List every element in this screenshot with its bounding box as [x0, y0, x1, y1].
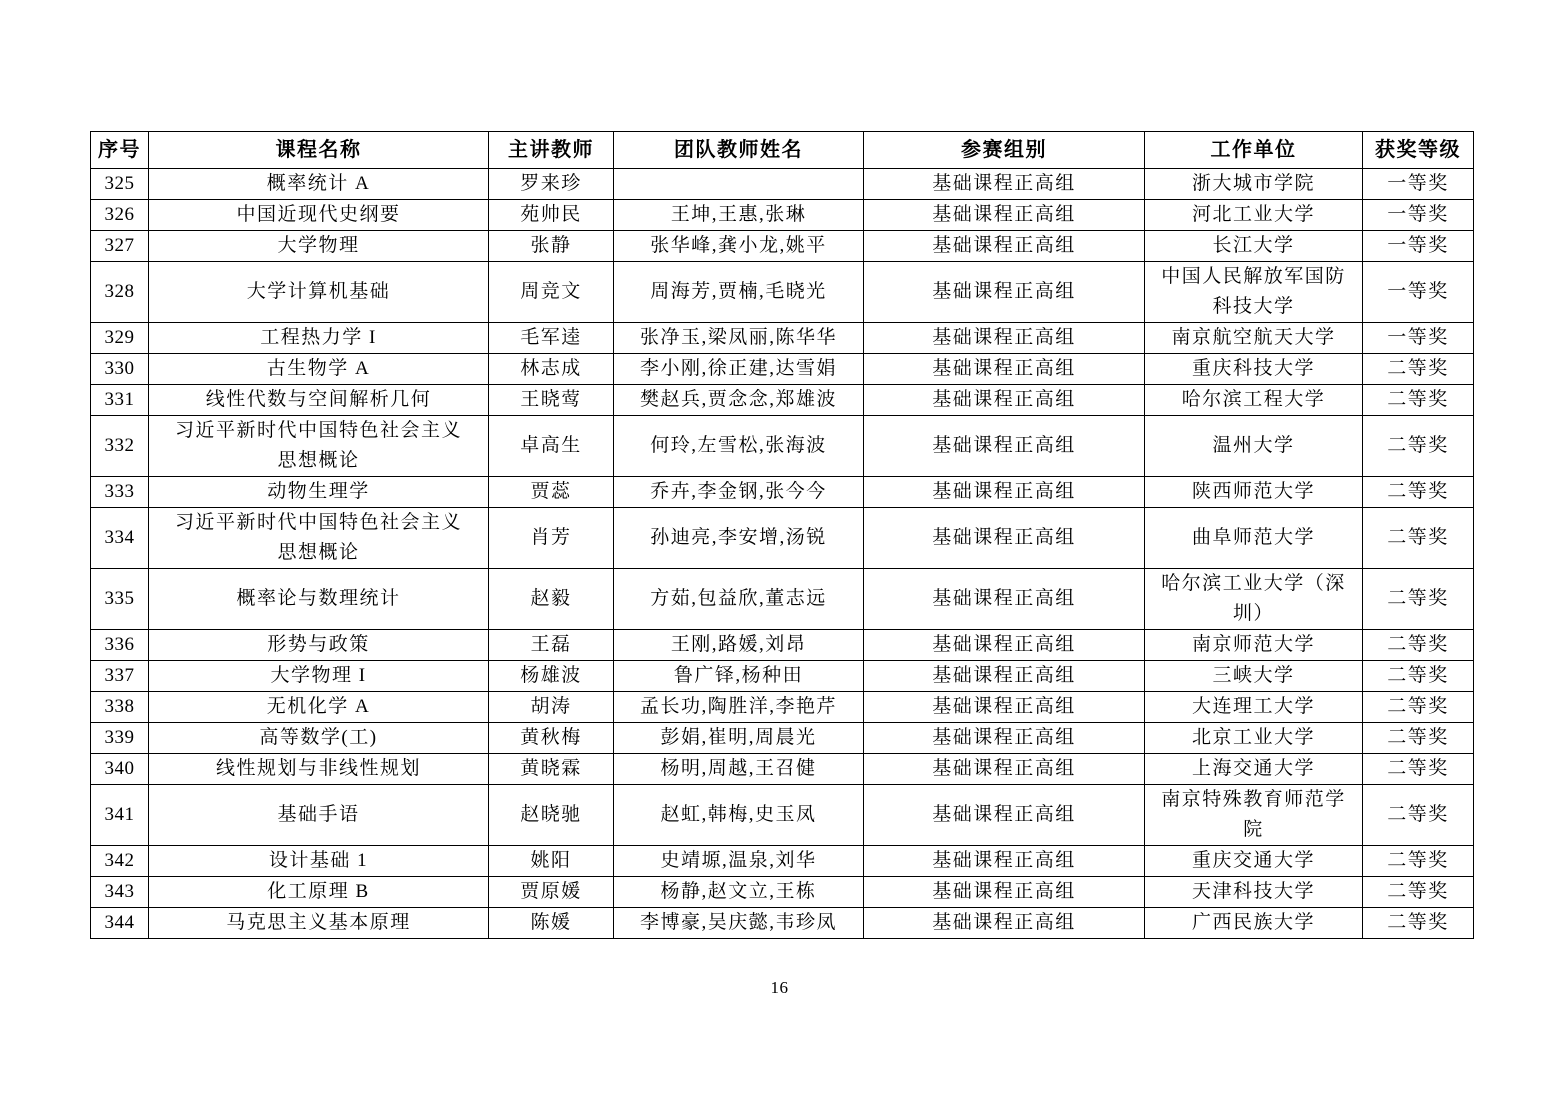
table-row — [91, 385, 1474, 416]
cell-course-name: 化工原理 B — [149, 877, 489, 908]
cell-group: 基础课程正高组 — [864, 569, 1145, 630]
cell-group: 基础课程正高组 — [864, 630, 1145, 661]
cell-group: 基础课程正高组 — [864, 323, 1145, 354]
cell-award: 一等奖 — [1363, 169, 1474, 200]
cell-index: 325 — [91, 169, 149, 200]
cell-lead-teacher: 杨雄波 — [489, 661, 614, 692]
cell-course-name: 大学物理 I — [149, 661, 489, 692]
cell-lead-teacher: 王磊 — [489, 630, 614, 661]
column-header: 课程名称 — [149, 132, 489, 169]
cell-course-name: 大学物理 — [149, 231, 489, 262]
column-header: 团队教师姓名 — [614, 132, 864, 169]
cell-index: 334 — [91, 508, 149, 569]
cell-group: 基础课程正高组 — [864, 200, 1145, 231]
cell-team-teachers: 王刚,路媛,刘昂 — [614, 630, 864, 661]
cell-award: 二等奖 — [1363, 385, 1474, 416]
awards-table — [90, 131, 1474, 939]
cell-lead-teacher: 赵毅 — [489, 569, 614, 630]
cell-lead-teacher: 赵晓驰 — [489, 785, 614, 846]
table-row — [91, 508, 1474, 569]
cell-institution: 中国人民解放军国防科技大学 — [1145, 262, 1363, 323]
cell-team-teachers: 彭娟,崔明,周晨光 — [614, 723, 864, 754]
cell-course-name: 概率统计 A — [149, 169, 489, 200]
cell-course-name: 马克思主义基本原理 — [149, 908, 489, 939]
cell-award: 二等奖 — [1363, 846, 1474, 877]
cell-lead-teacher: 贾蕊 — [489, 477, 614, 508]
cell-group: 基础课程正高组 — [864, 692, 1145, 723]
cell-team-teachers: 张净玉,梁凤丽,陈华华 — [614, 323, 864, 354]
table-row — [91, 846, 1474, 877]
awards-table-container — [90, 131, 1473, 939]
cell-lead-teacher: 肖芳 — [489, 508, 614, 569]
table-row — [91, 169, 1474, 200]
cell-award: 一等奖 — [1363, 200, 1474, 231]
cell-index: 335 — [91, 569, 149, 630]
column-header: 序号 — [91, 132, 149, 169]
cell-index: 343 — [91, 877, 149, 908]
cell-institution: 重庆交通大学 — [1145, 846, 1363, 877]
cell-team-teachers: 李小刚,徐正建,达雪娟 — [614, 354, 864, 385]
cell-institution: 温州大学 — [1145, 416, 1363, 477]
cell-lead-teacher: 卓高生 — [489, 416, 614, 477]
cell-lead-teacher: 张静 — [489, 231, 614, 262]
cell-index: 340 — [91, 754, 149, 785]
cell-team-teachers: 孟长功,陶胜洋,李艳芹 — [614, 692, 864, 723]
cell-award: 二等奖 — [1363, 354, 1474, 385]
cell-team-teachers: 周海芳,贾楠,毛晓光 — [614, 262, 864, 323]
cell-lead-teacher: 姚阳 — [489, 846, 614, 877]
column-header: 参赛组别 — [864, 132, 1145, 169]
cell-team-teachers: 杨明,周越,王召健 — [614, 754, 864, 785]
cell-group: 基础课程正高组 — [864, 416, 1145, 477]
cell-group: 基础课程正高组 — [864, 723, 1145, 754]
cell-course-name: 线性规划与非线性规划 — [149, 754, 489, 785]
column-header: 工作单位 — [1145, 132, 1363, 169]
cell-institution: 南京师范大学 — [1145, 630, 1363, 661]
cell-index: 344 — [91, 908, 149, 939]
cell-index: 339 — [91, 723, 149, 754]
table-row — [91, 754, 1474, 785]
cell-team-teachers: 樊赵兵,贾念念,郑雄波 — [614, 385, 864, 416]
cell-index: 337 — [91, 661, 149, 692]
cell-institution: 浙大城市学院 — [1145, 169, 1363, 200]
cell-lead-teacher: 苑帅民 — [489, 200, 614, 231]
cell-team-teachers: 赵虹,韩梅,史玉凤 — [614, 785, 864, 846]
cell-team-teachers — [614, 169, 864, 200]
cell-group: 基础课程正高组 — [864, 908, 1145, 939]
cell-institution: 陕西师范大学 — [1145, 477, 1363, 508]
cell-course-name: 形势与政策 — [149, 630, 489, 661]
table-row — [91, 477, 1474, 508]
page-number: 16 — [770, 978, 789, 997]
cell-index: 336 — [91, 630, 149, 661]
cell-award: 一等奖 — [1363, 231, 1474, 262]
table-row — [91, 416, 1474, 477]
cell-lead-teacher: 贾原媛 — [489, 877, 614, 908]
cell-team-teachers: 乔卉,李金钢,张今今 — [614, 477, 864, 508]
cell-lead-teacher: 周竞文 — [489, 262, 614, 323]
cell-team-teachers: 何玲,左雪松,张海波 — [614, 416, 864, 477]
cell-index: 342 — [91, 846, 149, 877]
cell-group: 基础课程正高组 — [864, 354, 1145, 385]
cell-team-teachers: 李博豪,吴庆懿,韦珍凤 — [614, 908, 864, 939]
table-header-row — [91, 132, 1474, 169]
cell-lead-teacher: 黄晓霖 — [489, 754, 614, 785]
table-row — [91, 785, 1474, 846]
cell-institution: 广西民族大学 — [1145, 908, 1363, 939]
column-header: 主讲教师 — [489, 132, 614, 169]
table-row — [91, 908, 1474, 939]
cell-group: 基础课程正高组 — [864, 754, 1145, 785]
cell-course-name: 工程热力学 I — [149, 323, 489, 354]
cell-institution: 曲阜师范大学 — [1145, 508, 1363, 569]
cell-award: 二等奖 — [1363, 877, 1474, 908]
cell-index: 338 — [91, 692, 149, 723]
cell-course-name: 概率论与数理统计 — [149, 569, 489, 630]
cell-institution: 长江大学 — [1145, 231, 1363, 262]
table-row — [91, 323, 1474, 354]
table-row — [91, 200, 1474, 231]
cell-team-teachers: 史靖塬,温泉,刘华 — [614, 846, 864, 877]
cell-lead-teacher: 毛军逵 — [489, 323, 614, 354]
cell-award: 二等奖 — [1363, 754, 1474, 785]
cell-course-name: 基础手语 — [149, 785, 489, 846]
cell-award: 二等奖 — [1363, 477, 1474, 508]
cell-institution: 三峡大学 — [1145, 661, 1363, 692]
table-row — [91, 661, 1474, 692]
cell-team-teachers: 杨静,赵文立,王栋 — [614, 877, 864, 908]
cell-group: 基础课程正高组 — [864, 169, 1145, 200]
cell-lead-teacher: 王晓莺 — [489, 385, 614, 416]
column-header: 获奖等级 — [1363, 132, 1474, 169]
cell-award: 二等奖 — [1363, 692, 1474, 723]
cell-course-name: 线性代数与空间解析几何 — [149, 385, 489, 416]
table-row — [91, 231, 1474, 262]
cell-award: 一等奖 — [1363, 262, 1474, 323]
cell-group: 基础课程正高组 — [864, 785, 1145, 846]
cell-lead-teacher: 陈媛 — [489, 908, 614, 939]
table-row — [91, 630, 1474, 661]
cell-institution: 上海交通大学 — [1145, 754, 1363, 785]
cell-institution: 南京特殊教育师范学院 — [1145, 785, 1363, 846]
cell-lead-teacher: 黄秋梅 — [489, 723, 614, 754]
cell-institution: 天津科技大学 — [1145, 877, 1363, 908]
cell-course-name: 设计基础 1 — [149, 846, 489, 877]
cell-institution: 哈尔滨工程大学 — [1145, 385, 1363, 416]
cell-team-teachers: 王坤,王惠,张琳 — [614, 200, 864, 231]
cell-team-teachers: 鲁广铎,杨种田 — [614, 661, 864, 692]
cell-course-name: 高等数学(工) — [149, 723, 489, 754]
cell-index: 333 — [91, 477, 149, 508]
cell-index: 328 — [91, 262, 149, 323]
cell-award: 一等奖 — [1363, 323, 1474, 354]
table-row — [91, 262, 1474, 323]
cell-group: 基础课程正高组 — [864, 846, 1145, 877]
cell-award: 二等奖 — [1363, 908, 1474, 939]
cell-institution: 北京工业大学 — [1145, 723, 1363, 754]
cell-group: 基础课程正高组 — [864, 661, 1145, 692]
cell-group: 基础课程正高组 — [864, 877, 1145, 908]
cell-course-name: 古生物学 A — [149, 354, 489, 385]
cell-group: 基础课程正高组 — [864, 508, 1145, 569]
cell-institution: 哈尔滨工业大学（深圳） — [1145, 569, 1363, 630]
cell-team-teachers: 孙迪亮,李安增,汤锐 — [614, 508, 864, 569]
cell-lead-teacher: 罗来珍 — [489, 169, 614, 200]
cell-group: 基础课程正高组 — [864, 262, 1145, 323]
cell-lead-teacher: 胡涛 — [489, 692, 614, 723]
cell-group: 基础课程正高组 — [864, 477, 1145, 508]
table-row — [91, 877, 1474, 908]
cell-award: 二等奖 — [1363, 416, 1474, 477]
cell-institution: 大连理工大学 — [1145, 692, 1363, 723]
cell-course-name: 中国近现代史纲要 — [149, 200, 489, 231]
cell-award: 二等奖 — [1363, 723, 1474, 754]
cell-index: 329 — [91, 323, 149, 354]
cell-index: 326 — [91, 200, 149, 231]
cell-course-name: 习近平新时代中国特色社会主义思想概论 — [149, 416, 489, 477]
cell-award: 二等奖 — [1363, 661, 1474, 692]
cell-index: 330 — [91, 354, 149, 385]
cell-course-name: 习近平新时代中国特色社会主义思想概论 — [149, 508, 489, 569]
cell-index: 341 — [91, 785, 149, 846]
cell-course-name: 动物生理学 — [149, 477, 489, 508]
cell-award: 二等奖 — [1363, 630, 1474, 661]
table-row — [91, 692, 1474, 723]
cell-course-name: 大学计算机基础 — [149, 262, 489, 323]
table-row — [91, 723, 1474, 754]
cell-team-teachers: 张华峰,龚小龙,姚平 — [614, 231, 864, 262]
cell-institution: 南京航空航天大学 — [1145, 323, 1363, 354]
cell-group: 基础课程正高组 — [864, 385, 1145, 416]
cell-award: 二等奖 — [1363, 508, 1474, 569]
cell-team-teachers: 方茹,包益欣,董志远 — [614, 569, 864, 630]
cell-lead-teacher: 林志成 — [489, 354, 614, 385]
cell-award: 二等奖 — [1363, 569, 1474, 630]
cell-course-name: 无机化学 A — [149, 692, 489, 723]
table-row — [91, 569, 1474, 630]
cell-group: 基础课程正高组 — [864, 231, 1145, 262]
cell-award: 二等奖 — [1363, 785, 1474, 846]
cell-index: 331 — [91, 385, 149, 416]
cell-index: 327 — [91, 231, 149, 262]
cell-institution: 重庆科技大学 — [1145, 354, 1363, 385]
cell-index: 332 — [91, 416, 149, 477]
cell-institution: 河北工业大学 — [1145, 200, 1363, 231]
table-row — [91, 354, 1474, 385]
